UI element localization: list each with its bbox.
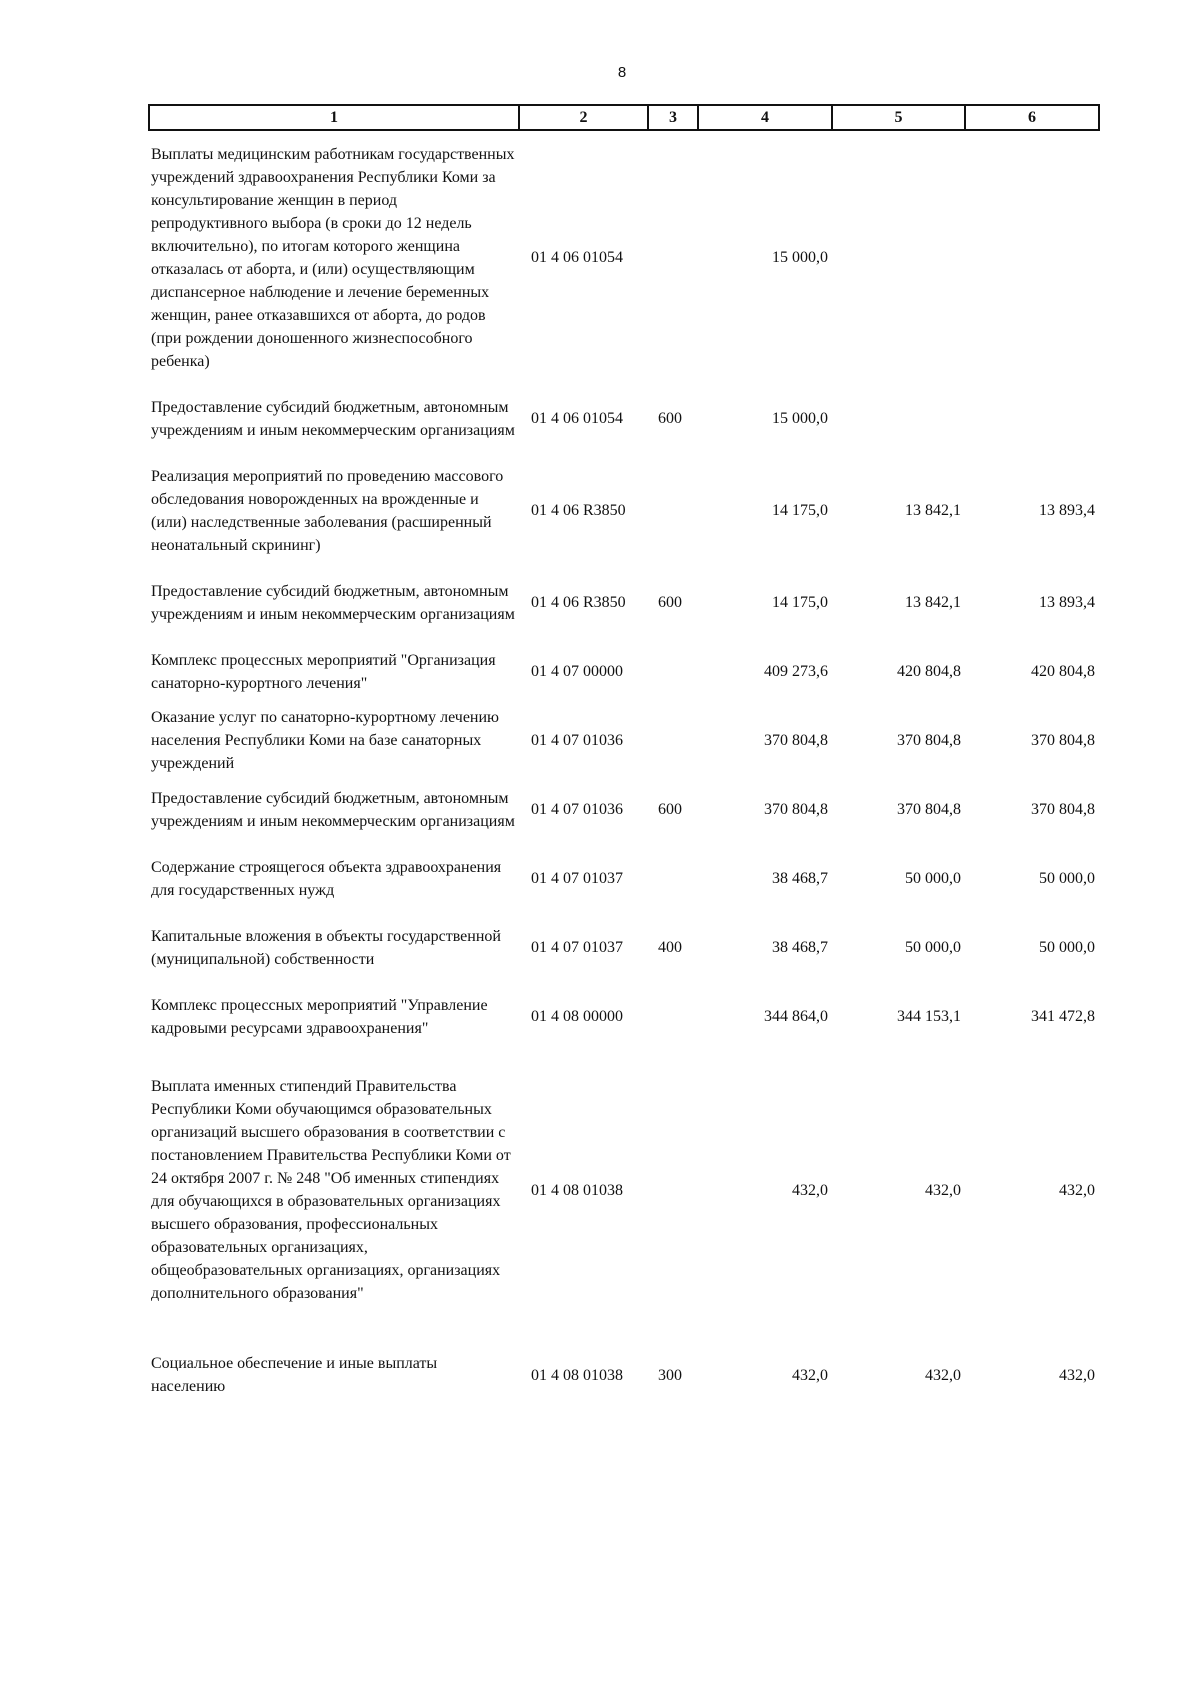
table-row — [149, 568, 1099, 637]
row-value-col4: 344 864,0 — [764, 1008, 828, 1025]
table-row — [149, 1051, 1099, 1329]
row-value-col6: 370 804,8 — [1031, 732, 1095, 749]
row-code: 01 4 06 01054 — [531, 410, 623, 427]
row-value-col4: 14 175,0 — [772, 502, 828, 519]
table-row — [149, 130, 1099, 384]
row-name: Комплекс процессных мероприятий "Организация санаторно-курортного лечения" — [151, 651, 496, 692]
row-code: 01 4 08 01038 — [531, 1366, 623, 1384]
column-header-4: 4 — [698, 105, 832, 130]
row-value-col5: 344 153,1 — [897, 1008, 961, 1025]
table-row — [149, 844, 1099, 913]
row-expense-type — [648, 706, 698, 775]
table-row — [149, 982, 1099, 1051]
table-header — [149, 105, 1099, 130]
row-name: Капитальные вложения в объекты государственной (муниципальной) собственности — [151, 927, 501, 968]
budget-table-container — [148, 104, 1098, 1421]
row-value-col5: 370 804,8 — [897, 801, 961, 818]
header-row — [149, 105, 1099, 130]
row-value-col6: 50 000,0 — [1039, 939, 1095, 956]
table-row — [149, 637, 1099, 706]
row-value-col5 — [832, 130, 965, 384]
row-name: Содержание строящегося объекта здравоохранения для государственных нужд — [151, 858, 502, 899]
row-value-col5: 50 000,0 — [905, 939, 961, 956]
row-name: Реализация мероприятий по проведению массового обследования новорожденных на врожденные и (или) наследственные заболевания (расширенный неонатальный скрининг) — [151, 467, 504, 554]
row-name: Предоставление субсидий бюджетным, автономным учреждениям и иным некоммерческим организациям — [151, 398, 515, 439]
column-header-5: 5 — [832, 105, 965, 130]
table-row — [149, 453, 1099, 568]
row-value-col5: 13 842,1 — [905, 502, 961, 519]
row-value-col6: 420 804,8 — [1031, 663, 1095, 680]
page-number: 8 — [617, 64, 627, 81]
row-expense-type — [648, 1051, 698, 1329]
budget-table — [148, 104, 1100, 1421]
row-value-col6 — [965, 384, 1099, 453]
row-expense-type — [648, 637, 698, 706]
table-row — [149, 775, 1099, 844]
row-name: Выплаты медицинским работникам государственных учреждений здравоохранения Республики Коми за консультирование женщин в период репродуктивного выбора (в сроки до 12 недель включительно), по итогам которого женщина отказалась от аборта, и (или) осуществляющим диспансерное наблюдение и лечение беременных женщин, ранее отказавшихся от аборта, до родов (при рождении доношенного жизнеспособного ребенка) — [151, 145, 515, 370]
row-value-col4: 14 175,0 — [772, 594, 828, 611]
table-body — [149, 130, 1099, 1421]
row-value-col5: 420 804,8 — [897, 663, 961, 680]
table-row — [149, 1329, 1099, 1421]
row-value-col6: 50 000,0 — [1039, 870, 1095, 887]
row-code: 01 4 07 01036 — [531, 732, 623, 749]
row-name: Предоставление субсидий бюджетным, автономным учреждениям и иным некоммерческим организациям — [151, 582, 515, 623]
row-value-col6 — [965, 130, 1099, 384]
row-code: 01 4 07 01036 — [531, 801, 623, 818]
row-expense-type — [648, 982, 698, 1051]
row-value-col4: 409 273,6 — [764, 663, 828, 680]
row-expense-type — [648, 453, 698, 568]
row-expense-type: 600 — [658, 801, 682, 818]
row-code: 01 4 07 01037 — [531, 939, 623, 956]
row-value-col5: 13 842,1 — [905, 594, 961, 611]
row-expense-type: 600 — [658, 410, 682, 427]
column-header-2: 2 — [519, 105, 648, 130]
row-value-col6: 341 472,8 — [1031, 1008, 1095, 1025]
row-value-col5: 370 804,8 — [897, 732, 961, 749]
row-value-col5: 432,0 — [925, 1181, 961, 1199]
table-row — [149, 913, 1099, 982]
table-row — [149, 384, 1099, 453]
row-code: 01 4 08 00000 — [531, 1008, 623, 1025]
row-value-col4: 38 468,7 — [772, 870, 828, 887]
table-row — [149, 706, 1099, 775]
row-expense-type: 600 — [658, 594, 682, 611]
row-value-col5: 50 000,0 — [905, 870, 961, 887]
row-name: Социальное обеспечение и иные выплаты населению — [151, 1355, 438, 1395]
column-header-6: 6 — [965, 105, 1099, 130]
row-code: 01 4 06 R3850 — [531, 594, 626, 611]
row-expense-type: 300 — [658, 1366, 682, 1384]
row-value-col6: 370 804,8 — [1031, 801, 1095, 818]
row-value-col4: 15 000,0 — [772, 410, 828, 427]
row-value-col4: 432,0 — [792, 1181, 828, 1199]
column-header-1: 1 — [149, 105, 519, 130]
column-header-3: 3 — [648, 105, 698, 130]
row-value-col4: 38 468,7 — [772, 939, 828, 956]
row-value-col5 — [832, 384, 965, 453]
row-code: 01 4 07 00000 — [531, 663, 623, 680]
row-expense-type — [648, 130, 698, 384]
row-value-col4: 370 804,8 — [764, 732, 828, 749]
row-name: Предоставление субсидий бюджетным, автономным учреждениям и иным некоммерческим организациям — [151, 789, 515, 830]
row-expense-type: 400 — [658, 939, 682, 956]
row-name: Оказание услуг по санаторно-курортному лечению населения Республики Коми на базе санаторных учреждений — [151, 709, 499, 772]
row-value-col6: 432,0 — [1059, 1181, 1095, 1199]
row-name: Выплата именных стипендий Правительства Республики Коми обучающимся образовательных организаций высшего образования в соответствии с постановлением Правительства Республики Коми от 24 октября 2007 г. № 248 "Об именных стипендиях для обучающихся в образовательных организациях высшего образования, профессиональных образовательных организациях, общеобразовательных организациях, организациях дополнительного образования" — [151, 1078, 511, 1302]
row-value-col6: 13 893,4 — [1039, 502, 1095, 519]
row-code: 01 4 06 01054 — [531, 249, 623, 266]
row-code: 01 4 07 01037 — [531, 870, 623, 887]
row-code: 01 4 06 R3850 — [531, 502, 626, 519]
row-value-col4: 15 000,0 — [772, 249, 828, 266]
row-value-col4: 432,0 — [792, 1366, 828, 1384]
row-name: Комплекс процессных мероприятий "Управление кадровыми ресурсами здравоохранения" — [151, 996, 488, 1037]
row-value-col6: 13 893,4 — [1039, 594, 1095, 611]
row-code: 01 4 08 01038 — [531, 1181, 623, 1199]
row-value-col4: 370 804,8 — [764, 801, 828, 818]
row-value-col6: 432,0 — [1059, 1366, 1095, 1384]
row-value-col5: 432,0 — [925, 1366, 961, 1384]
row-expense-type — [648, 844, 698, 913]
